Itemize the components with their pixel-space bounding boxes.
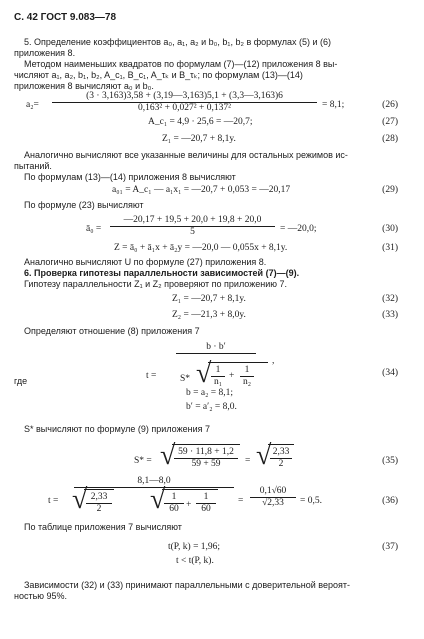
eq34-frac1 — [211, 365, 225, 388]
eq31: Z = ā₀ + ā₁x + ā₂y = —20,0 — 0,055x + 8,1y. — [114, 243, 288, 253]
eq34-radical-bar — [208, 362, 268, 363]
eq34-frac1-den: n₁ — [213, 377, 223, 387]
eq26-rhs: = 8,1; — [322, 100, 345, 110]
paragraph-method-line3: приложения 8 вычисляют a₀ и b₀. — [14, 81, 154, 91]
eq36-rhs: = 0,5. — [300, 496, 322, 506]
eq36-radical-bar-b — [162, 489, 218, 490]
eq30-fraction — [110, 215, 275, 238]
where-label: где — [14, 376, 28, 386]
eq36-frac-a-den: 2 — [96, 504, 102, 514]
eq36-frac-b1 — [164, 492, 184, 515]
paragraph-5-line2: приложения 8. — [14, 48, 76, 58]
eq34-frac1-num: 1 — [211, 365, 225, 377]
paragraph-conclusion-line2: ностью 95%. — [14, 591, 68, 601]
paragraph-s-star: S* вычисляют по формуле (9) приложения 7 — [24, 424, 210, 434]
eq27-number: (27) — [382, 117, 398, 127]
paragraph-table: По таблице приложения 7 вычисляют — [24, 522, 182, 532]
eq30-lhs: ā₀ = — [86, 224, 102, 234]
eq36-frac-c-num: 0,1√60 — [250, 486, 296, 498]
eq36-numerator: 8,1—8,0 — [74, 476, 234, 488]
eq36-frac-b1-num: 1 — [164, 492, 184, 504]
eq35-radical-bar — [172, 444, 240, 445]
eq34-comma: , — [272, 356, 275, 366]
eq34-frac2-num: 1 — [240, 365, 254, 377]
eq36-frac-a — [86, 492, 112, 515]
paragraph-hypothesis: Гипотезу параллельности Z₁ и Z₂ проверяют по приложению 7. — [24, 279, 287, 289]
eq34-plus: + — [229, 371, 235, 381]
eq26-lhs: a₂= — [26, 100, 39, 110]
paragraph-method-line1: Методом наименьших квадратов по формулам (7)—(12) приложения 8 вы- — [24, 59, 338, 69]
sqrt-icon: √ — [160, 440, 176, 471]
eq37b: t < t(P, k). — [176, 556, 214, 566]
eq34-numerator: b · b′ — [176, 342, 256, 354]
eq36-frac-b2-den: 60 — [201, 504, 211, 514]
eq36-plus: + — [186, 500, 192, 510]
eq34-frac2-den: n₂ — [242, 377, 252, 387]
eq35-equals: = — [245, 456, 251, 466]
eq34-number: (34) — [382, 368, 398, 378]
eq34-frac2 — [240, 365, 254, 388]
eq36-radical-bar-a — [84, 489, 114, 490]
eq36-frac-b1-den: 60 — [169, 504, 179, 514]
eq30-rhs: = —20,0; — [280, 224, 317, 234]
paragraph-ratio: Определяют отношение (8) приложения 7 — [24, 326, 200, 336]
eq36-equals: = — [238, 496, 244, 506]
eq-b-prime: b′ = a′₂ = 8,0. — [186, 402, 237, 412]
eq26-fraction — [52, 91, 317, 114]
eq30-numerator: —20,17 + 19,5 + 20,0 + 19,8 + 20,0 — [110, 215, 275, 227]
eq28: Z₁ = —20,7 + 8,1y. — [162, 134, 236, 144]
eq29-number: (29) — [382, 185, 398, 195]
eq36-frac-c-den: √2,33 — [262, 498, 284, 508]
eq35-denominator2: 2 — [278, 459, 284, 469]
eq26-numerator: (3 · 3,163)3,58 + (3,19—3,163)5,1 + (3,3—3,163)6 — [52, 91, 317, 103]
eq28-number: (28) — [382, 134, 398, 144]
eq32-number: (32) — [382, 294, 398, 304]
paragraph-method-line2: числяют a₁, a₂, b₁, b₂, A_c₁, B_c₁, A_τₖ и B_τₖ; по формулам (13)—(14) — [14, 70, 303, 80]
paragraph-conclusion-line1: Зависимости (32) и (33) принимают параллельными с доверительной вероят- — [24, 580, 350, 590]
eq34-s-star: S* — [180, 374, 191, 384]
eq36-frac-c — [250, 486, 296, 509]
page-header: С. 42 ГОСТ 9.083—78 — [14, 12, 117, 23]
eq26-number: (26) — [382, 100, 398, 110]
eq30-denominator: 5 — [190, 227, 195, 237]
eq33-number: (33) — [382, 310, 398, 320]
eq33: Z₂ = —21,3 + 8,0y. — [172, 310, 246, 320]
eq35-denominator: 59 + 59 — [191, 459, 221, 469]
eq35-radical-bar-2 — [268, 444, 294, 445]
sqrt-icon: √ — [72, 484, 88, 515]
eq35-lhs: S* = — [134, 456, 152, 466]
eq37: t(P, k) = 1,96; — [168, 542, 221, 552]
eq35-number: (35) — [382, 456, 398, 466]
eq36-frac-b2 — [196, 492, 216, 515]
eq31-number: (31) — [382, 243, 398, 253]
paragraph-analog-line1: Аналогично вычисляют все указанные величины для остальных режимов ис- — [24, 150, 348, 160]
eq35-numerator2: 2,33 — [270, 447, 292, 459]
eq27: A_c₁ = 4,9 · 25,6 = —20,7; — [148, 117, 253, 127]
eq36-lhs: t = — [48, 496, 59, 506]
eq35-numerator: 59 · 11,8 + 1,2 — [174, 447, 238, 459]
eq-b: b = a₂ = 8,1; — [186, 388, 234, 398]
eq36-frac-a-num: 2,33 — [86, 492, 112, 504]
paragraph-5-line1: 5. Определение коэффициентов a₀, a₁, a₂ и b₀, b₁, b₂ в формулах (5) и (6) — [24, 37, 332, 47]
eq29: a₀₁ = A_c₁ — a₁x₁ = —20,7 + 0,053 = —20,17 — [112, 185, 291, 195]
eq37-number: (37) — [382, 542, 398, 552]
paragraph-analog-line2: пытаний. — [14, 161, 52, 171]
eq26-denominator: 0,163² + 0,027² + 0,137² — [138, 103, 231, 113]
eq36-frac-b2-num: 1 — [196, 492, 216, 504]
section-6-title: 6. Проверка гипотезы параллельности зависимостей (7)—(9). — [24, 268, 300, 278]
eq36-number: (36) — [382, 496, 398, 506]
paragraph-formulas: По формулам (13)—(14) приложения 8 вычисляют — [24, 172, 236, 182]
eq34-lhs: t = — [146, 371, 157, 381]
sqrt-icon: √ — [196, 358, 212, 389]
sqrt-icon: √ — [256, 440, 272, 471]
paragraph-u: Аналогично вычисляют U по формуле (27) приложения 8. — [24, 257, 267, 267]
eq35-fraction1 — [174, 447, 238, 470]
eq35-fraction2 — [270, 447, 292, 470]
eq32: Z₁ = —20,7 + 8,1y. — [172, 294, 246, 304]
eq30-number: (30) — [382, 224, 398, 234]
sqrt-icon: √ — [150, 484, 166, 515]
paragraph-formula23: По формуле (23) вычисляют — [24, 200, 144, 210]
